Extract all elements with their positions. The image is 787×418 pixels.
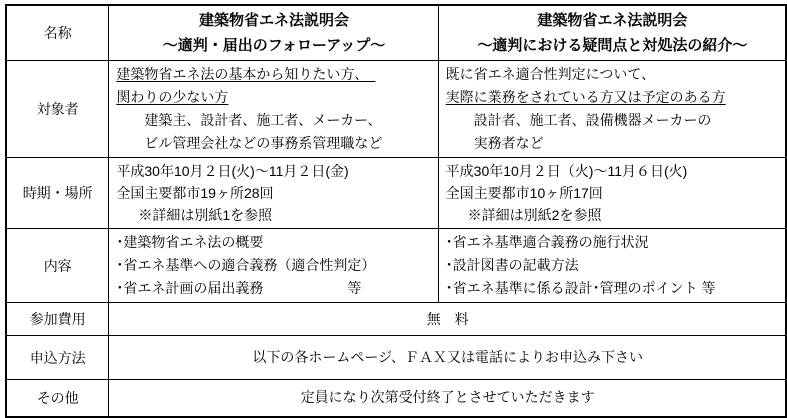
seminar1-subtitle: ～適判・届出のフォローアップ～: [162, 37, 386, 54]
row-label-audience: 対象者: [6, 61, 109, 158]
seminar1-schedule-note: ※詳細は別紙1を参照: [138, 207, 273, 223]
seminar2-schedule-note: ※詳細は別紙2を参照: [467, 207, 602, 223]
seminar2-audience-line4: 実務者など: [473, 135, 544, 151]
row-label-fee: 参加費用: [6, 303, 109, 336]
seminar2-contents-item1: ･省エネ基準適合義務の施行状況: [445, 234, 649, 250]
seminar1-schedule-cell: [109, 158, 438, 229]
row-label-application: 申込方法: [6, 336, 109, 380]
seminar1-contents-item1: ･建築物省エネ法の概要: [116, 234, 264, 250]
seminar1-audience-line3: 建築主、設計者、施工者、メーカー、: [144, 112, 382, 128]
seminar1-audience-line4: ビル管理会社などの事務系管理職など: [144, 135, 383, 151]
seminar2-schedule-dates: 平成30年10月２日（火)～11月６日(火): [445, 163, 688, 179]
seminar2-name-cell: [438, 5, 786, 61]
table-row-application: [6, 336, 786, 380]
seminar2-audience-cell: [438, 61, 786, 158]
fee-cell: [109, 303, 786, 336]
seminar1-name-cell: [109, 5, 438, 61]
table-row-contents: [6, 229, 786, 303]
row-label-name: 名称: [6, 5, 109, 61]
seminar2-title: 建築物省エネ法説明会: [537, 12, 688, 29]
table-row-schedule: [6, 158, 786, 229]
application-method-text: 以下の各ホームページ、ＦＡＸ又は電話によりお申込み下さい: [252, 349, 643, 365]
table-row-name: [6, 5, 786, 61]
seminar2-subtitle: ～適判における疑問点と対処法の紹介～: [477, 37, 748, 54]
table-row-audience: [6, 61, 786, 158]
seminar1-audience-cell: [109, 61, 438, 158]
other-cell: [109, 380, 786, 417]
application-cell: [109, 336, 786, 380]
table-row-other: [6, 380, 786, 417]
seminar2-schedule-cell: [438, 158, 786, 229]
seminar1-contents-item2: ･省エネ基準への適合義務（適合性判定）: [116, 257, 376, 273]
seminar2-audience-line1: 既に省エネ適合性判定について、: [445, 66, 656, 82]
seminar2-schedule-venues: 全国主要都市10ヶ所17回: [445, 185, 603, 201]
seminar-info-table: [5, 4, 787, 418]
seminar2-contents-item2: ･設計図書の記載方法: [445, 257, 579, 273]
seminar1-schedule-dates: 平成30年10月２日(火)～11月２日(金): [116, 163, 349, 179]
seminar1-audience-line1: 建築物省エネ法の基本から知りたい方、: [116, 66, 376, 82]
seminar2-contents-cell: [438, 229, 786, 303]
seminar1-contents-item3: ･省エネ計画の届出義務 等: [116, 280, 362, 296]
seminar1-title: 建築物省エネ法説明会: [199, 12, 350, 29]
fee-value: 無 料: [426, 310, 469, 327]
seminar1-audience-line2: 関わりの少ない方: [116, 89, 229, 105]
table-row-fee: [6, 303, 786, 336]
seminar1-schedule-venues: 全国主要都市19ヶ所28回: [116, 185, 274, 201]
seminar2-contents-item3: ･省エネ基準に係る設計･管理のポイント 等: [445, 280, 716, 296]
seminar2-audience-line2: 実際に業務をされている方又は予定のある方: [445, 89, 726, 105]
row-label-schedule: 時期・場所: [6, 158, 109, 229]
row-label-contents: 内容: [6, 229, 109, 303]
row-label-other: その他: [6, 380, 109, 417]
seminar2-audience-line3: 設計者、施工者、設備機器メーカーの: [473, 112, 712, 128]
other-note-text: 定員になり次第受付終了とさせていただきます: [300, 389, 595, 406]
seminar1-contents-cell: [109, 229, 438, 303]
